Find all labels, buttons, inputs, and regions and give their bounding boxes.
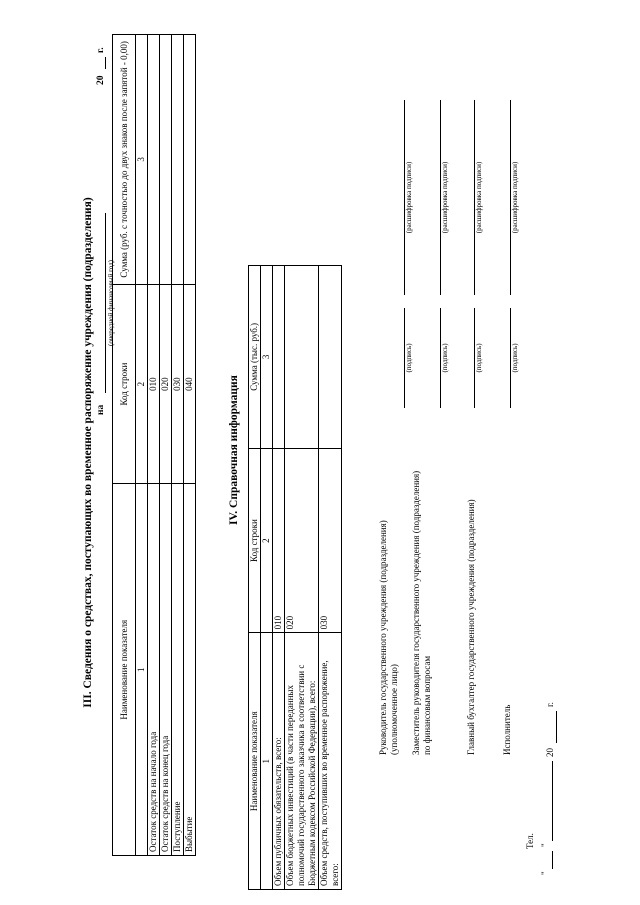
table-row <box>172 35 184 856</box>
table-row <box>319 266 342 890</box>
row-name: Объем публичных обязательств, всего: <box>273 633 285 890</box>
decode-hint: (расшифровка подписи) <box>475 161 483 234</box>
phone-label: Тел. <box>525 833 535 849</box>
row-code: 030 <box>319 448 342 633</box>
section3-table <box>112 34 196 856</box>
column-header: Сумма (тыс. руб.) <box>249 266 261 449</box>
date-month-blank <box>552 761 553 841</box>
signature-hint: (подпись) <box>441 343 449 373</box>
column-number-row <box>136 35 148 856</box>
section3-na-label: на <box>96 404 106 415</box>
row-sum <box>184 35 196 285</box>
signature-hint: (подпись) <box>511 343 519 373</box>
table-row <box>148 35 160 856</box>
table-row <box>160 35 172 856</box>
column-number: 2 <box>261 448 273 633</box>
row-code: 020 <box>160 284 172 484</box>
accountant-label: Главный бухгалтер государственного учреждения (подразделения) <box>466 499 476 755</box>
table-header-row <box>113 35 136 856</box>
row-sum <box>160 35 172 285</box>
column-header: Наименование показателя <box>113 484 136 856</box>
row-code: 040 <box>184 284 196 484</box>
row-code: 030 <box>172 284 184 484</box>
date-quote-open: " <box>540 871 550 875</box>
section3-year-digits-blank <box>105 57 106 69</box>
column-number: 1 <box>136 484 148 856</box>
row-sum <box>172 35 184 285</box>
row-code: 010 <box>273 448 285 633</box>
signature-hint: (подпись) <box>405 343 413 373</box>
date-quote-close: " <box>540 843 550 847</box>
date-day-blank <box>552 851 553 869</box>
decode-hint: (расшифровка подписи) <box>441 161 449 234</box>
column-number: 3 <box>136 35 148 285</box>
row-name: Остаток средств на конец года <box>160 484 172 856</box>
head-label: Руководитель государственного учреждения (подразделения) <box>378 520 388 755</box>
decode-hint: (расшифровка подписи) <box>405 161 413 234</box>
row-sum <box>285 266 319 449</box>
date-year-blank <box>556 711 557 743</box>
column-header: Наименование показателя <box>249 633 261 890</box>
section3-year-hint: (очередной финансовый год) <box>107 260 115 346</box>
deputy-label-sub: по финансовым вопросам <box>422 655 432 755</box>
section4-table <box>248 265 342 890</box>
date-year-prefix: 20 <box>545 748 555 757</box>
row-code: 010 <box>148 284 160 484</box>
row-name: Объем средств, поступивших во временное распоряжение, всего: <box>319 633 342 890</box>
section4-title: IV. Справочная информация <box>228 375 240 525</box>
table-row <box>273 266 285 890</box>
column-number-row <box>261 266 273 890</box>
section3-year-prefix: 20 <box>96 75 106 85</box>
row-sum <box>319 266 342 449</box>
column-number: 3 <box>261 266 273 449</box>
column-header: Код строки <box>249 448 261 633</box>
section3-year-suffix: г. <box>96 47 106 53</box>
table-row <box>285 266 319 890</box>
decode-hint: (расшифровка подписи) <box>511 161 519 234</box>
row-name: Объем бюджетных инвестиций (в части переданных полномочий государственного заказчика в соответствии с Бюджетным кодексом Российской Федерации), всего: <box>285 633 319 890</box>
table-row <box>184 35 196 856</box>
column-number: 1 <box>261 633 273 890</box>
row-code: 020 <box>285 448 319 633</box>
table-header-row <box>249 266 261 890</box>
column-header: Код строки <box>113 284 136 484</box>
row-sum <box>148 35 160 285</box>
row-name: Выбытие <box>184 484 196 856</box>
date-year-suffix: г. <box>545 702 555 707</box>
head-label-sub: (уполномоченное лицо) <box>389 664 399 755</box>
executor-label: Исполнитель <box>502 704 512 755</box>
deputy-label: Заместитель руководителя государственного учреждения (подразделения) <box>411 470 421 755</box>
row-sum <box>273 266 285 449</box>
column-number: 2 <box>136 284 148 484</box>
row-name: Остаток средств на начало года <box>148 484 160 856</box>
section3-year-blank <box>105 213 106 393</box>
column-header: Сумма (руб. с точностью до двух знаков после запятой - 0,00) <box>113 35 136 285</box>
section3-title: III. Сведения о средствах, поступающих во временное распоряжение учреждения (подразделения) <box>82 197 94 708</box>
signature-hint: (подпись) <box>475 343 483 373</box>
row-name: Поступление <box>172 484 184 856</box>
